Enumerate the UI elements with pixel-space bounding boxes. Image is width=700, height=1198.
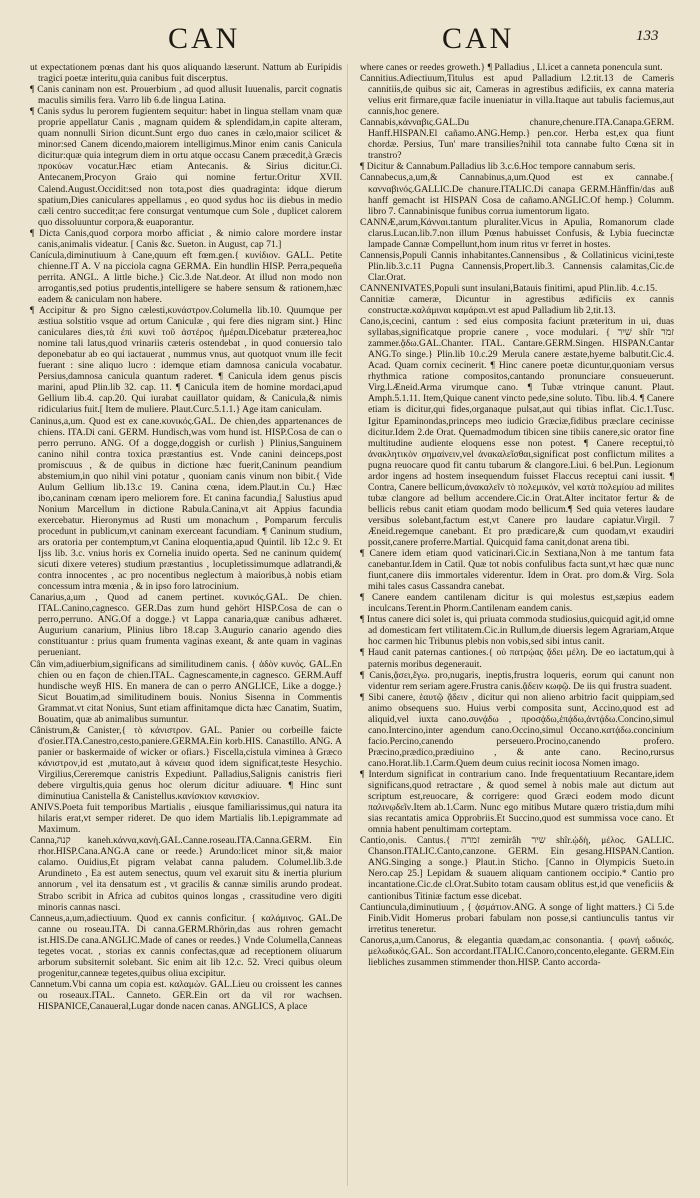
dictionary-entry: CANNÆ,arum,Κάνναι.tantum pluraliter.Vicus in Apulia, Romanorum clade clarus.Lucan.lib.7.non illum Pœnus habuisset Confusis, & Lybia fuecinctæ lampade Cannæ Compellunt,hom inum ritus vr ferret in hostes. [360,216,674,250]
dictionary-entry: ¶ Accipitur & pro Signo cælesti,κυνάστρον.Columella lib.10. Quumque per æstiua solstitio vsque ad ortum Caniculæ , qui fere dies nigram sint.} Hinc caniculares dies,τὰ ἐπὶ κυνὶ τοῦ ἀστέρος ἡμέραι.Dicebatur præterea,hoc nomine tali latus,quod vrinariis cæteris ostendebat , in quod conuersio talo deponebatur ab eo qui iactauerat , nummus vnus, aut quotquot vnum ille fecit fuerant : sine aliquo lucro : idemque etiam damnosa canicula vocabatur. Persius,damnosa canicula quantum raderet. ¶ Canicula idem genus piscis marini, apud Plin.lib 32. cap. 11. ¶ Canicula item de homine mordaci,apud Gellium lib.4. cap.20. Qui iurabat cauillator quidam, & Canicula,& nimis ridicularius fuit.[ Item de muliere. Plaut.Curc.5.1.1.} Age itam caniculam. [30,305,342,416]
left-column [30,62,342,1194]
dictionary-entry: Canícula,diminutiuum à Cane,quum eft fœm.gen.{ κυνίδιον. GALL. Petite chienne.IT A. V na picciola cagna GERMA. Ein hundlin HISP. Perra,pequeña perrita. ANGL. A little biche.} Cic.3.de Nat.deor. At illud non modo non arrogantis,sed potius prudentis,intelligere se habere sensum & rationem,hæc eadem & caniculam non habere. [30,249,342,305]
dictionary-entry: Cannabecus,a,um,& Cannabinus,a,um.Quod est ex cannabe.{ κανναβινός.GALLIC.De chanure.ITALIC.Di canapa GERM.Hänffin/das auß hanff gemacht ist HISPAN Cosa de cañamo.ANGLIC.Of hemp.} Columm. libro 7. Cannabinisque funibus corrua iumentorum ligato. [360,172,674,217]
dictionary-entry: ¶ Haud canit paternas cantiones.{ οὐ πατρῴας ᾄδει μέλη. De eo iactatum,qui à paternis moribus degenerauit. [360,647,674,670]
dictionary-entry: Canarius,a,um , Quod ad canem pertinet. κυνικός.GAL. De chien. ITAL.Canino,cagnesco. GER.Das zum hund gehört HISP.Cosa de can o perro,perruno. ANG.Of a dogge.} vt Lappa canaria,quæ canibus adhæret. Augurium canarium, Plinius libro 18.cap 3.Augurio canario agendo dies constituantur : prius quam frumenta vaginas exeant, & ante quam in vaginas perueniant. [30,592,342,659]
dictionary-entry: Cannensis,Populi Cannis inhabitantes.Cannensibus , & Collatinicus vicini,teste Plin.lib.3.c.11 Pugna Cannensis,Propert.lib.3. Cannensis calamitas,Cic.de Clar.Orat. [360,249,674,283]
dictionary-entry: ¶ Canis,ᾄσει,ἔγω. pro,nugaris, ineptis,frustra loqueris, eorum qui canunt non videntur rem seriam agere.Frustra canis.ᾄδειν κωφῷ. De iis qui frustra suadent. [360,669,674,692]
dictionary-entry: Cano,is,cecini, cantum : sed eius composita faciunt præteritum in ui, duas syllabas,significatque proprie canere , voce modulari. { שִׁיר shîr זמר zammer.ᾄδω.GAL.Chanter. ITAL. Cantare.GERM.Singen. HISPAN.Cantar ANG.To singe.} Plin.lib 10.c.29 Merula canere æstate,hyeme balbutit.Cic.4. Acad. Quam cornix cecinerit. ¶ Hinc canere poetæ dicuntur,quoniam versus rhythmica ratione compositos,cantando pronunciare consueuerunt. Virg.l.Æneid.Arma virumque cano. ¶ Tubæ vtrinque canunt. Plaut. Amph.5.1.11. Item,Quique canent vincto pede,sine soluto. Tibu. lib.4. ¶ Canere etiam is dicitur,qui fides,organaque pulsat,aut qui tibias inflat. Cic.1.Tusc. Igitur Epaminondas,princeps meo iudicio Græciæ,fidibus præclare cecinisse dicitur.Idem 2.de Orat. Quemadmodum tibicen sine tibiis canere,sic orator fine multitudine audiente eloquens esse non potest. ¶ Canere receptui,τὸ ἀνακλητικὸν σημαίνειν,vel ἀνακαλεῖσθαι,significat post conflictum milites a pugna reuocare quod fit cantu tubarum & clangore.Liui. 6 bel.Pun. Legionum ardor ingens ad hostem insequendum fuisset Flaccus receptui cani iussit. ¶ Contra, Canere bellicum,ἀνακαλεῖν τὸ πολεμικόν, vel κατὰ πολεμίου ad milites tubæ clangore ad bellum accendere.Cic.in Orat.Alter incitator fertur & de bellicis rebus canit etiam quodam modo bellicum.¶ Sed quia veteres laudare versibus solebant,factum est,vt Canere pro laudare capiatur.Virgil. 7 Æneid.regemque canebant. Et pro prædicare,& cum quodam,vt exaudiri possit,canere proferre.Martial. Quicquid fama canit,donat arena tibi. [360,316,674,549]
dictionary-entry: where canes or reedes groweth.} ¶ Palladius , Ll.icet a canneta ponencula sunt. [360,62,663,73]
dictionary-entry: ¶ Sibi canere, ἑαυτῷ ᾄδειν , dicitur qui non alieno arbitrio facit quippiam,sed animo obsequens suo. Huius verbi composita sunt, Accino,quod est ad aliquid,vel iuxta cano.συνᾴδω , προσᾴδω,ἐπᾴδω,ἀντᾴδω.Concino,simul cano.Intercino,inter agendum cano.Occino,simul Occano.κατᾴδω.concinium facio.Percino,canendo perseuero.Procino,canendo profero. Præcino,prædico,prædiuino , & ante cano. Recino,rursus cano.Horat.lib.1.Carm.Quem deum cuius recinit iocosa Nomen imago. [360,691,674,769]
dictionary-entry: CANNENIVATES,Populi sunt insulani,Batauis finitimi, apud Plin.lib. 4.c.15. [360,282,658,294]
dictionary-entry: Cannabis,κάνναβις.GAL.Du chanure,chenure.ITA.Canapa.GERM. Hanff.HISPAN.El cañamo.ANG.Hemp.} pen.cor. Herba est,ex qua fiunt chordæ. Persius, Tun' mare transilies?nihil tota cannabe fulto Cœna sit in transtro? [360,117,674,162]
dictionary-entry: Canorus,a,um.Canorus, & elegantia quædam,ac consonantia. { φωνή ωδικός. μελωδικός.GAL. Son accordant.ITALIC.Canoro,concento,elegante. GERM.Ein liebliches zusammen stimmender thon.HISP. Canto accorda- [360,934,674,968]
dictionary-entry: ¶ Canis sydus lu perorem fugientem sequitur: habet in lingua stellam vnam quæ proprie appellatur Canis , magnam quidem & splendidam,in capite alteram, quam nonnulli Sirion dicunt.Sunt ergo duo canes in cælo,maior scilicet & minor:sed Canem dicendo,maiorem intelligimus.Minor enim canis Canicula dicitur:quæ quia integrum diem in ortu atque occasu Canem præcedit,à Græcis προκύων vocatur.Hæc etiam Antecanis. & Sirius dicitur.Ci. Antecanem,Procyon Graio qui nomine fertur.Oritur XVII. Calend.August.Occidit:sed non tota,post dies quadraginta: idque dierum spatium,Dies caniculares appellamus , eo quod sydus hoc iis diebus in medio cæli centro succedit;ac fere consurgat ventumque cum Sole , duplicet calorem quo dissoluuntur corpora,& euaporantur. [30,106,342,228]
dictionary-entry: ANIVS.Poeta fuit temporibus Martialis , eiusque familiarissimus,qui natura ita hilaris erat,vt semper rideret. De quo idem Martialis lib.1.epigrammate ad Maximum. [30,802,342,836]
dictionary-entry: Cannitiæ cameræ, Dicuntur in agrestibus ædificiis ex cannis constructæ.καλάμιναι καμάραι.vt est apud Palladium lib 2,tit.13. [360,293,674,317]
dictionary-entry: ¶ Canere idem etiam quod vaticinari.Cic.in Sextiana,Non à me tantum fata canebantur.Idem in Catil. Quæ tot nobis confulibus facta sunt,vt hæc quæ nunc fiunt,canere diis immortales viderentur. Idem in Orat. pro dom.& Virg. Sola mihi tales casus Cassandra canebat. [360,548,674,593]
dictionary-entry: Cânistrum,& Canister,{ τὸ κάνιστρον. GAL. Panier ou corbeille faicte d'osier.ITA.Canestro,cesto,paniere.GERMA.Ein korb.HIS. Canastillo. ANG. A panier or baskermaide of wicker or ofiars.} Fiscella,cistula viminea à Græco κάνιστρον,id est ,mutato,aut à κάνεια quod idem significat,teste Hesychio. Virgilius,Cereremque canistris Expediunt. Palladius,Salignis canistris fieri debere virgultis,quia genus hoc olerum dicitur adiuuare. ¶ Hinc sunt diminutiua Canistella & Canistellus.κανίσκιον κανισκίον. [30,724,342,803]
dictionary-entry: ut expectationem pœnas dant his quos aliquando læserunt. Nattum ab Euripidis tragici poetæ interitu,quia canibus fuit discerptus. [30,62,342,85]
dictionary-entry: Caninus,a,um. Quod est ex cane.κυνικός.GAL. De chien,des appartenances de chiens. ITA.Di cani. GERM. Hundisch,was vom hund ist. HISP.Cosa de can o perro perruno. ANG. Of a dogge,doggish or curlish } Plinius,Sanguinem canino nihil contra toxica præstantius est. Vnde canini deinceps,post promiscuus , & de quibus in dictione hæc fuerit,Caninum peandium abstemium,in quo nihil vini potatur , quoniam canis vinum non bibit.{ Vide Aulum Gellium lib.13.c 19. Canina cœna, idem.Plaut.in Cu.} Hæc ibo,caninam cœnam ipero meliorem fore. Et canina facundia,[ Salustius apud Nonium Marcellum in dictione Rabula.Canina,vt ait Appius facundia exercebatur. Hieronymus ad Rusti um monachum , Pomparum ferculis procedunt in publicum,vt caninam exerceant facundiam. ¶ Caninum studium, ars oratoria per contemptum,vt Canina eloquentia,apud Quintil. lib 12.c 9. Et Ijss lib. 3.c. vnius horis ex Cornelia inuido operta. Sed ne caninum quidem( sicuti dixere veteres) studium præstantius , locupletissimumque adlatrandi,& contra innocentes , ac pro nocentibus neglectum à maioribus,à nobis etiam concessum intra mœnia , & in ipso foro latrocinium. [30,415,342,593]
dictionary-entry: ¶ Dicta Canis,quod corpora morbo afficiat , & nimio calore mordere instar canis,animalis videatur. [ Canis &c. Sueton. in August, cap 71.] [30,227,342,250]
dictionary-entry: Cantiuncula,diminutiuum , { ᾀσμάτιον.ANG. A songe of light matters.} Ci 5.de Finib.Vidit Homerus probari fabulam non posse,si cantiunculis tantus vir irretitus teneretur. [360,901,674,935]
left-headword: CAN [168,22,241,55]
dictionary-entry: Cannetum.Vbi canna um copia est. καλαμὼν. GAL.Lieu ou croissent les cannes ou roseaux.ITAL. Canneto. GER.Ein ort da vil ror wachsen. HISPANICE,Canaueral,Lugar donde nacen canas. ANGLICS, A place [30,978,342,1012]
dictionary-entry: ¶ Canis caninam non est. Prouerbium , ad quod allusit Iuuenalis, parcit cognatis maculis similis fera. Varro lib 6.de lingua Latina. [30,84,342,107]
right-column [360,62,674,1194]
dictionary-entry: ¶ Canere eandem cantilenam dicitur is qui molestus est,sæpius eadem inculcans.Terent.in Phorm.Cantilenam eandem canis. [360,592,674,615]
dictionary-entry: ¶ Dicitur & Cannabum.Palladius lib 3.c.6.Hoc tempore cannabum seris. [360,161,636,173]
running-header [0,22,700,62]
dictionary-entry: Cantio,onis. Cantus.{ זמרה zemirâh שיר shîr.ᾠδὴ, μέλος. GALLIC. Chanson.ITALIC.Canto,canzone. GERM. Ein gesang.HISPAN.Cantion. ANG.Singing a songe.} Plaut.in Sticho. [Canno in Olympicis Sueto.in Nero.cap 25.] Lepidam & suauem aliquam cantionem occipio.* Cantio pro incantatione.Cic.de cl.Orat.Subito totam causam oblitus est,id que veneficiis & cantionibus Titiniæ factum esse dicebat. [360,835,674,902]
dictionary-entry: Canneus,a,um,adiectiuum. Quod ex cannis conficitur. { καλάμινος. GAL.De canne ou roseau.ITA. Di canna.GERM.Rhörin,das aus rohren gemacht ist.HIS.De cana.ANGLIC.Made of canes or reedes.} Vnde Columella,Canneas tegetes vocat. , storias ex cannis confectas,quæ ad receptionem oliuarum arborum subsiternit solebant. Sic enim ait lib 12.c. 52. Vreci quibus oleum progenitur,canneæ tegetes,quibus oliua excipitur. [30,912,342,979]
dictionary-entry: ¶ Interdum significat in contrarium cano. Inde frequentatiuum Recantare,idem significans,quod retractare , & quod semel à nobis male aut dictum aut scriptum est,reuocare, & corrigere: quod Græci eodem modo dicunt παλινῳδεῖν.Item ab.1.Carm. Nunc ego mitibus Mutare quæro tristia,dum mihi sias recantatis amica Opprobriis.Et Succino,quod est summissa voce cano. Et omnia habent penultimam corteptam. [360,769,674,836]
dictionary-entry: ¶ Intus canere dici solet is, qui priuata commoda studiosius,quicquid agit,id omne ad domesticam fert vtilitatem.Cic.in Rullum,de diuersis legem Agrariam,Atque hoc carmen hic Tribunus plebis non vobis,sed sibi intus canit. [360,614,674,648]
column-divider [347,64,348,1186]
right-headword: CAN [442,22,515,55]
page-number: 133 [636,28,659,44]
dictionary-entry: Cân vim,adiuerbium,significans ad similitudinem canis. { ἀδὸν κυνός. GAL.En chien ou en façon de chien.ITAL. Cagnescamente,in cagnesco. GERM.Auff hundische weyß HIS. En manera de can o perro ANGLICE, Like a dogge.} Sicut Bouatim,ad similitudinem bouis. Nonius Sisenna in Commentis Grammat.vt citat Nonius, Sunt etiam affinitamque dicta hæc Canatim, Suatim, Bouatim, quæ ab animalibus sumuntur. [30,658,342,725]
dictionary-entry: Cannitius.Adiectiuum,Titulus est apud Palladium l.2.tit.13 de Cameris cannitiis,de quibus sic ait, Cameras in agrestibus ædificiis, ex canna materia velius erit firmare,quæ facile inueniatur in villa.Itaque aut tabulis faciemus,aut cannis,hoc genere. [360,73,674,118]
dictionary-entry: Canna,קנה kaneh.κάννα,κανὴ.GAL.Canne.roseau.ITA.Canna.GERM. Ein rhor.HISP.Cana.ANG.A cane or reede.} Arundo:licet minor sit,& maior calamo. Ouidius,Et pigram velabat canna paludem. Columel.lib.3.de Arundineto , Ea est autem senectus, quum vel exaruit situ & inertia plurium annorum , vel ita densatum est , vt gracilis & cannæ similis arundo prodeat. Strabo scribit in Africa ad cubitos quinos longas , crassitudine vero digiti minoris cannas nasci. [30,835,342,913]
